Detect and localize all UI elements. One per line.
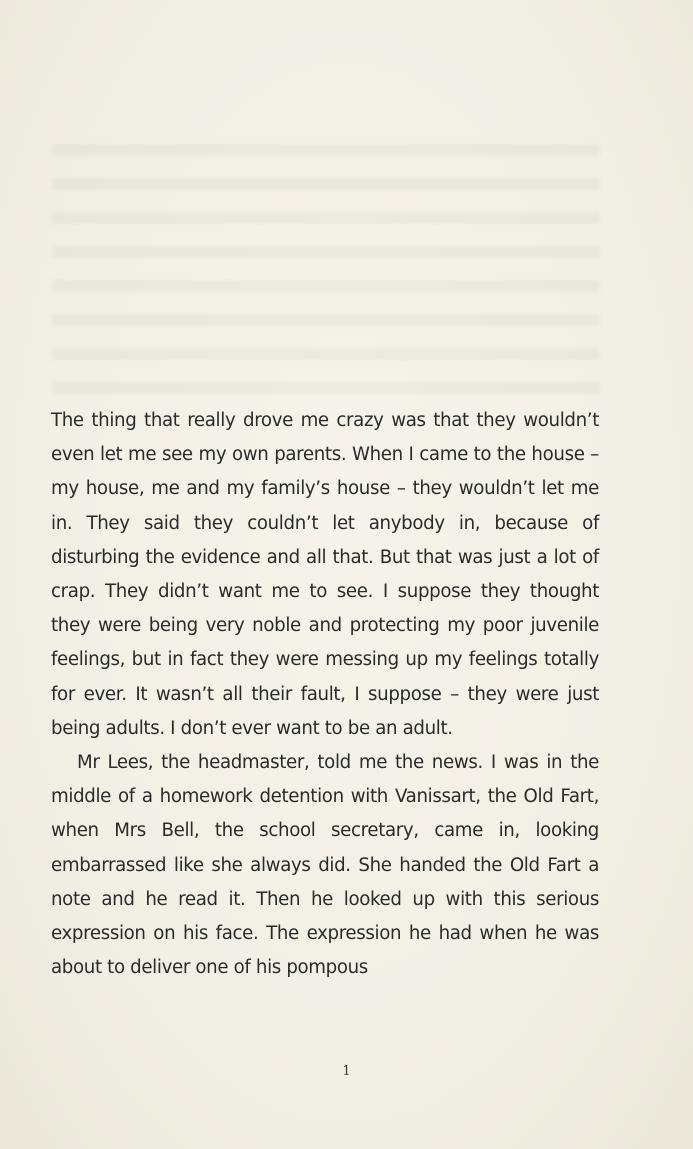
- paragraph-1: The thing that really drove me crazy was that they wouldn’t even let me see my own parents. When I came to the house – my house, me and my family’s house – they wouldn’t let me in. They said they couldn’t let anybody in, because of disturbing the evidence and all that. But that was just a lot of crap. They didn’t want me to see. I suppose they thought they were being very noble and protecting my poor juvenile feelings, but in fact they were messing up my feelings totally for ever. It wasn’t all their fault, I suppose – they were just being adults. I don’t ever want to be an adult.: [51, 410, 599, 739]
- paragraph-2: Mr Lees, the headmaster, told me the news. I was in the middle of a homework detention with Vanissart, the Old Fart, when Mrs Bell, the school secretary, came in, looking embarrassed like she always did. She handed the Old Fart a note and he read it. Then he looked up with this serious expression on his face. The expression he had when he was about to deliver one of his pompous: [51, 752, 599, 979]
- page-number: 1: [342, 1064, 351, 1079]
- body-text: [51, 404, 599, 985]
- show-through-text: [52, 134, 600, 394]
